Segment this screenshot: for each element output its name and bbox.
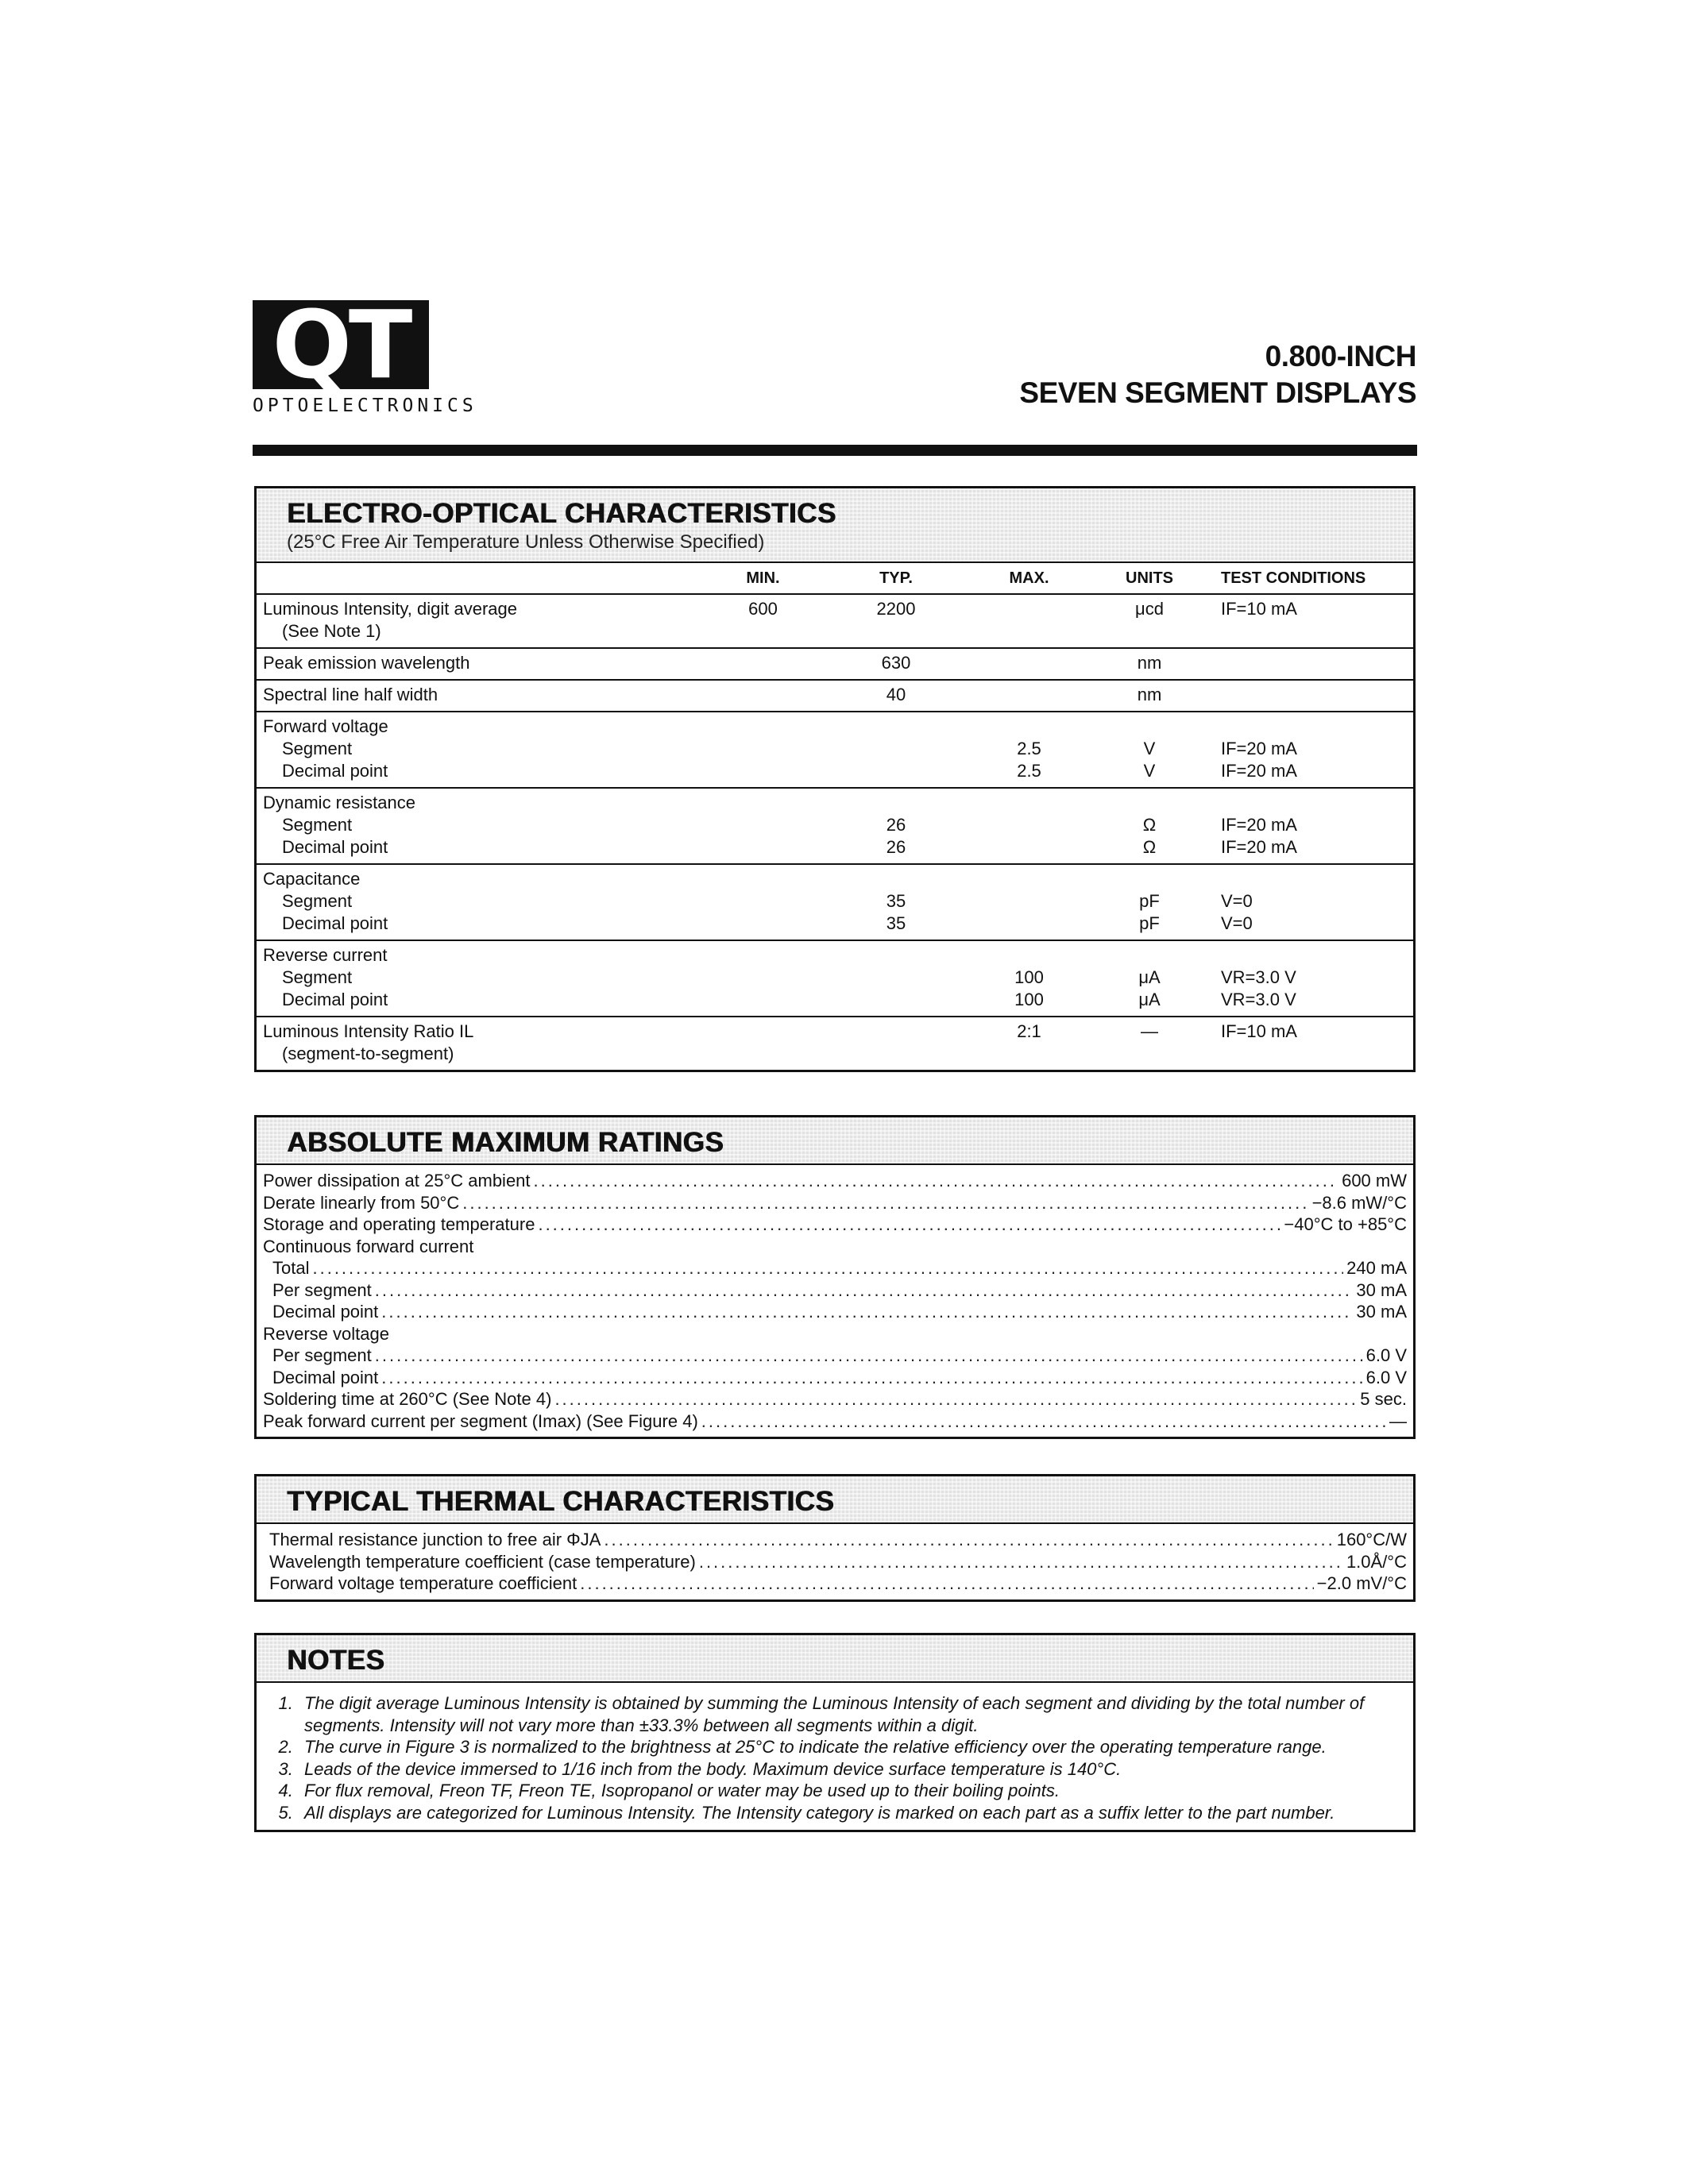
param-cell <box>257 684 701 706</box>
dot-leader <box>701 1410 1386 1433</box>
max-cell <box>968 716 1091 782</box>
min-value <box>701 989 825 1011</box>
table-row <box>257 595 1413 649</box>
spacer <box>968 868 1091 890</box>
table-body <box>257 595 1413 1070</box>
thermal-list <box>257 1524 1413 1599</box>
cond-value: IF=20 mA <box>1221 815 1297 835</box>
spacer <box>825 868 968 890</box>
spacer <box>968 792 1091 814</box>
dot-leader <box>381 1367 1362 1389</box>
min-cell <box>701 716 825 782</box>
col-max: MAX. <box>1009 569 1049 587</box>
rating-label: Power dissipation at 25°C ambient <box>263 1171 531 1190</box>
typ-cell <box>825 684 968 706</box>
table-header <box>257 563 1413 595</box>
col-units: UNITS <box>1126 569 1173 587</box>
cond-value: VR=3.0 V <box>1221 967 1296 987</box>
typ-value <box>825 967 968 989</box>
spacer <box>1091 792 1208 814</box>
spacer <box>825 792 968 814</box>
spacer <box>1091 944 1208 967</box>
cond-value: V=0 <box>1221 891 1253 911</box>
dot-leader <box>462 1192 1308 1214</box>
section-header <box>257 1635 1413 1683</box>
rating-line <box>263 1323 1407 1345</box>
param-name: Luminous Intensity, digit average <box>263 599 517 619</box>
rating-value: 6.0 V <box>1365 1367 1407 1387</box>
cond-value: VR=3.0 V <box>1221 990 1296 1009</box>
rating-line <box>263 1257 1407 1279</box>
units-value: Ω <box>1142 837 1157 857</box>
title-line-2: SEVEN SEGMENT DISPLAYS <box>1019 376 1416 409</box>
spacer <box>968 944 1091 967</box>
typ-value: 40 <box>886 685 906 704</box>
max-value: 2.5 <box>1017 761 1041 781</box>
rating-value: −40°C to +85°C <box>1284 1214 1407 1234</box>
max-cell <box>968 944 1091 1011</box>
spacer <box>701 944 825 967</box>
rating-line <box>263 1214 1407 1236</box>
typ-value: 26 <box>886 815 906 835</box>
cond-value: V=0 <box>1221 913 1253 933</box>
rating-value: 30 mA <box>1356 1279 1407 1300</box>
section-title: NOTES <box>287 1645 385 1676</box>
sub-param-name: Segment <box>282 967 353 987</box>
section-header <box>257 488 1413 563</box>
rating-line <box>269 1572 1407 1595</box>
note-item: 3. Leads of the device immersed to 1/16 inch from the body. Maximum device surface temperature is 140°C. <box>298 1758 1397 1781</box>
rating-line <box>263 1388 1407 1410</box>
rating-label: Derate linearly from 50°C <box>263 1192 460 1213</box>
rating-value: 160°C/W <box>1336 1530 1407 1549</box>
param-cell <box>257 792 701 859</box>
typ-cell <box>825 944 968 1011</box>
typ-cell <box>825 868 968 935</box>
spacer <box>701 716 825 738</box>
min-cell <box>701 868 825 935</box>
test-condition-cell <box>1208 868 1413 935</box>
units-value: nm <box>1137 653 1162 673</box>
units-value: μA <box>1138 990 1161 1009</box>
cond-value: IF=20 mA <box>1221 739 1297 758</box>
max-value <box>968 598 1091 620</box>
table-row <box>257 865 1413 941</box>
spacer <box>825 716 968 738</box>
sub-param-name: Segment <box>282 739 353 758</box>
dot-leader <box>604 1529 1333 1551</box>
col-min: MIN. <box>746 569 780 587</box>
spacer <box>825 944 968 967</box>
units-value: pF <box>1139 891 1160 911</box>
rating-label: Storage and operating temperature <box>263 1214 535 1234</box>
dot-leader <box>375 1279 1354 1302</box>
max-cell <box>968 598 1091 642</box>
units-value: — <box>1141 1021 1158 1041</box>
param-note: (See Note 1) <box>282 621 381 641</box>
spacer <box>1221 868 1413 890</box>
header-rule <box>253 445 1417 456</box>
rating-value: 30 mA <box>1356 1302 1407 1322</box>
rating-label: Per segment <box>272 1279 372 1300</box>
typ-cell <box>825 1021 968 1065</box>
typ-value <box>825 738 968 760</box>
param-name: Peak emission wavelength <box>263 653 470 673</box>
rating-label: Decimal point <box>272 1302 379 1322</box>
dot-leader <box>375 1345 1363 1367</box>
note-item: 4. For flux removal, Freon TF, Freon TE, Isopropanol or water may be used up to their boiling points. <box>298 1780 1397 1802</box>
spacer <box>1091 868 1208 890</box>
param-name: Reverse current <box>263 945 388 965</box>
max-value <box>968 814 1091 836</box>
typ-cell <box>825 652 968 674</box>
min-cell <box>701 1021 825 1065</box>
units-cell <box>1091 944 1208 1011</box>
rating-value: 240 mA <box>1346 1258 1407 1278</box>
rating-value: — <box>1389 1410 1407 1431</box>
units-value: V <box>1143 739 1156 758</box>
dot-leader <box>381 1301 1353 1323</box>
sub-param-name: Segment <box>282 891 353 911</box>
param-name: Spectral line half width <box>263 685 438 704</box>
min-cell <box>701 684 825 706</box>
rating-value: 5 sec. <box>1360 1389 1407 1409</box>
rating-label: Thermal resistance junction to free air ΦJA <box>269 1530 601 1549</box>
ratings-list <box>257 1165 1413 1437</box>
test-condition-cell <box>1208 792 1413 859</box>
min-value: 600 <box>748 599 778 619</box>
param-note: (segment-to-segment) <box>282 1044 454 1063</box>
units-cell <box>1091 792 1208 859</box>
logo-mark: QT <box>253 300 429 389</box>
spacer <box>1091 716 1208 738</box>
rating-value: −8.6 mW/°C <box>1311 1192 1407 1213</box>
sub-param-name: Decimal point <box>282 837 388 857</box>
units-cell <box>1091 716 1208 782</box>
dot-leader <box>699 1551 1343 1573</box>
max-value <box>968 913 1091 935</box>
spacer <box>1221 944 1413 967</box>
cond-value: IF=10 mA <box>1221 599 1297 619</box>
min-value <box>701 913 825 935</box>
min-value <box>701 967 825 989</box>
test-condition-cell <box>1208 684 1413 706</box>
rating-value: 6.0 V <box>1365 1345 1407 1365</box>
units-cell <box>1091 684 1208 706</box>
test-condition-cell <box>1208 598 1413 642</box>
section-title: ELECTRO-OPTICAL CHARACTERISTICS <box>287 498 836 529</box>
sub-param-name: Decimal point <box>282 990 388 1009</box>
typ-cell <box>825 792 968 859</box>
units-cell <box>1091 652 1208 674</box>
dot-leader <box>312 1257 1343 1279</box>
col-test-conditions: TEST CONDITIONS <box>1221 569 1366 587</box>
units-value: pF <box>1139 913 1160 933</box>
sub-param-name: Decimal point <box>282 761 388 781</box>
cond-value: IF=20 mA <box>1221 761 1297 781</box>
min-value <box>701 814 825 836</box>
cond-value: IF=20 mA <box>1221 837 1297 857</box>
max-value <box>968 890 1091 913</box>
rating-line <box>269 1551 1407 1573</box>
note-item: 2. The curve in Figure 3 is normalized to the brightness at 25°C to indicate the relative efficiency over the operating temperature range. <box>298 1736 1397 1758</box>
max-value: 2:1 <box>1017 1021 1041 1041</box>
rating-line <box>263 1279 1407 1302</box>
spacer <box>1221 716 1413 738</box>
units-value: nm <box>1137 685 1162 704</box>
notes-section <box>254 1633 1416 1832</box>
units-value: μA <box>1138 967 1161 987</box>
units-cell <box>1091 868 1208 935</box>
min-cell <box>701 792 825 859</box>
cond-value: IF=10 mA <box>1221 1021 1297 1041</box>
spacer <box>701 792 825 814</box>
units-cell <box>1091 1021 1208 1065</box>
spacer <box>701 868 825 890</box>
min-value <box>701 890 825 913</box>
rating-line <box>263 1367 1407 1389</box>
min-value <box>701 836 825 859</box>
section-header <box>257 1476 1413 1524</box>
section-header <box>257 1117 1413 1165</box>
rating-value: −2.0 mV/°C <box>1316 1573 1407 1593</box>
thermal-characteristics-section <box>254 1474 1416 1602</box>
max-cell <box>968 792 1091 859</box>
electro-optical-section <box>254 486 1416 1072</box>
max-value <box>968 652 1091 674</box>
note-item: 5. All displays are categorized for Luminous Intensity. The Intensity category is marked on each part as a suffix letter to the part number. <box>298 1802 1397 1824</box>
min-cell <box>701 598 825 642</box>
param-cell <box>257 868 701 935</box>
table-row <box>257 789 1413 865</box>
rating-line <box>269 1529 1407 1551</box>
dot-leader <box>580 1572 1313 1595</box>
units-value: μcd <box>1135 599 1164 619</box>
spacer <box>1221 792 1413 814</box>
absolute-maximum-ratings-section <box>254 1115 1416 1439</box>
rating-line <box>263 1345 1407 1367</box>
typ-value: 35 <box>886 891 906 911</box>
max-cell <box>968 652 1091 674</box>
param-name: Capacitance <box>263 869 361 889</box>
table-row <box>257 649 1413 681</box>
cond-value <box>1221 684 1413 706</box>
max-cell <box>968 684 1091 706</box>
dot-leader <box>534 1170 1339 1192</box>
table-row <box>257 941 1413 1017</box>
rating-label: Total <box>272 1258 310 1278</box>
typ-value: 35 <box>886 913 906 933</box>
min-value <box>701 760 825 782</box>
test-condition-cell <box>1208 1021 1413 1065</box>
col-typ: TYP. <box>879 569 913 587</box>
rating-value: 600 mW <box>1342 1171 1407 1190</box>
typ-value <box>825 989 968 1011</box>
min-value <box>701 652 825 674</box>
param-name: Dynamic resistance <box>263 793 415 812</box>
rating-line <box>263 1192 1407 1214</box>
min-cell <box>701 652 825 674</box>
company-logo <box>253 290 477 416</box>
max-value: 2.5 <box>1017 739 1041 758</box>
rating-line <box>263 1236 1407 1258</box>
max-cell <box>968 868 1091 935</box>
max-value <box>968 836 1091 859</box>
section-title: TYPICAL THERMAL CHARACTERISTICS <box>287 1486 834 1517</box>
typ-value <box>825 760 968 782</box>
min-value <box>701 738 825 760</box>
test-condition-cell <box>1208 716 1413 782</box>
min-value <box>701 684 825 706</box>
typ-cell <box>825 598 968 642</box>
sub-param-name: Decimal point <box>282 913 388 933</box>
max-value: 100 <box>1014 967 1044 987</box>
table-row <box>257 681 1413 712</box>
units-value: Ω <box>1142 815 1157 835</box>
note-item: 1. The digit average Luminous Intensity is obtained by summing the Luminous Intensity of each segment and dividing by the total number of segments. Intensity will not vary more than ±33.3% between all segments within a digit. <box>298 1692 1397 1736</box>
typ-value: 2200 <box>876 599 916 619</box>
notes-list <box>257 1683 1413 1830</box>
units-value: V <box>1143 761 1156 781</box>
units-cell <box>1091 598 1208 642</box>
rating-value: 1.0Å/°C <box>1346 1551 1407 1572</box>
typ-cell <box>825 716 968 782</box>
test-condition-cell <box>1208 652 1413 674</box>
max-cell <box>968 1021 1091 1065</box>
param-name: Forward voltage <box>263 716 388 736</box>
dot-leader <box>554 1388 1357 1410</box>
rating-label: Decimal point <box>272 1367 379 1387</box>
document-title <box>1019 338 1416 411</box>
max-value: 100 <box>1014 990 1044 1009</box>
dot-leader <box>538 1214 1280 1236</box>
typ-value: 26 <box>886 837 906 857</box>
param-name: Luminous Intensity Ratio IL <box>263 1021 474 1041</box>
test-condition-cell <box>1208 944 1413 1011</box>
section-subtitle: (25°C Free Air Temperature Unless Otherwise Specified) <box>287 531 765 553</box>
rating-label: Forward voltage temperature coefficient <box>269 1573 577 1593</box>
section-title: ABSOLUTE MAXIMUM RATINGS <box>287 1127 724 1158</box>
sub-param-name: Segment <box>282 815 353 835</box>
rating-line <box>263 1170 1407 1192</box>
cond-value <box>1221 652 1413 674</box>
typ-value: 630 <box>881 653 911 673</box>
param-cell <box>257 1021 701 1065</box>
param-cell <box>257 716 701 782</box>
title-line-1: 0.800-INCH <box>1265 340 1416 372</box>
spacer <box>968 716 1091 738</box>
table-row <box>257 1017 1413 1070</box>
max-value <box>968 684 1091 706</box>
rating-label: Soldering time at 260°C (See Note 4) <box>263 1389 552 1409</box>
rating-line <box>263 1410 1407 1433</box>
param-cell <box>257 944 701 1011</box>
rating-label: Continuous forward current <box>263 1236 474 1256</box>
param-cell <box>257 598 701 642</box>
rating-label: Peak forward current per segment (Imax) (See Figure 4) <box>263 1410 698 1431</box>
typ-value <box>825 1021 968 1043</box>
logo-subtext: OPTOELECTRONICS <box>253 396 477 416</box>
table-row <box>257 712 1413 789</box>
param-cell <box>257 652 701 674</box>
rating-line <box>263 1301 1407 1323</box>
rating-label: Wavelength temperature coefficient (case temperature) <box>269 1551 696 1572</box>
min-value <box>701 1021 825 1043</box>
rating-label: Reverse voltage <box>263 1323 389 1344</box>
min-cell <box>701 944 825 1011</box>
rating-label: Per segment <box>272 1345 372 1365</box>
